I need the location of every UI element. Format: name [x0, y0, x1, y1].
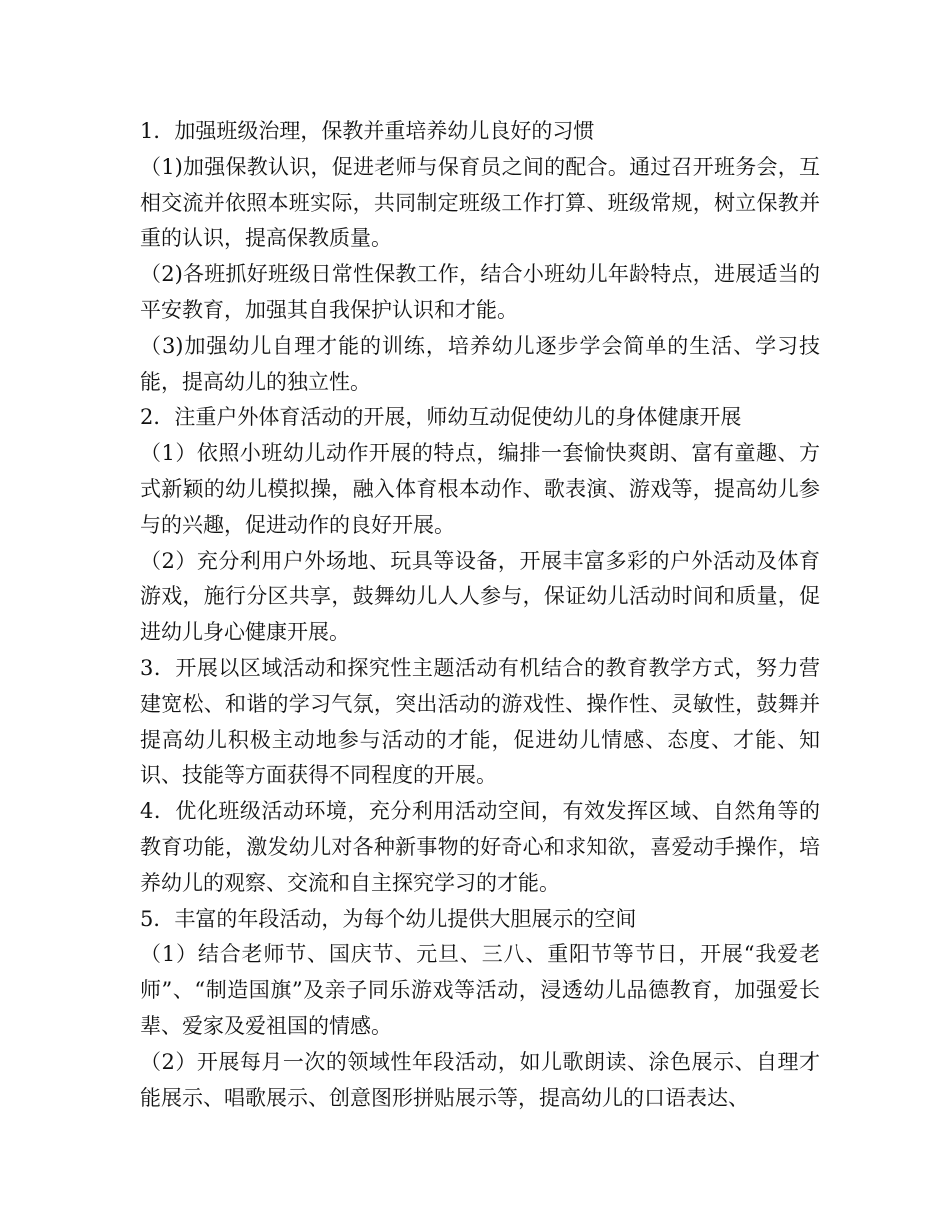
- paragraph-1-2: （2)各班抓好班级日常性保教工作，结合小班幼儿年龄特点，进展适当的平安教育，加强其自我保护认识和才能。: [140, 262, 820, 322]
- heading-5: 5．丰富的年段活动，为每个幼儿提供大胆展示的空间: [140, 906, 637, 931]
- paragraph-5-1: （1）结合老师节、国庆节、元旦、三八、重阳节等节日，开展“我爱老师”、“制造国旗”及亲子同乐游戏等活动，浸透幼儿品德教育，加强爱长辈、爱家及爱祖国的情感。: [140, 942, 820, 1038]
- heading-2: 2．注重户外体育活动的开展，师幼互动促使幼儿的身体健康开展: [140, 405, 742, 430]
- paragraph-2-2: （2）充分利用户外场地、玩具等设备，开展丰富多彩的户外活动及体育游戏，施行分区共享，鼓舞幼儿人人参与，保证幼儿活动时间和质量，促进幼儿身心健康开展。: [140, 548, 820, 645]
- paragraph-1-3: （3)加强幼儿自理才能的训练，培养幼儿逐步学会简单的生活、学习技能，提高幼儿的独立性。: [140, 333, 820, 394]
- paragraph-5-2: （2）开展每月一次的领域性年段活动，如儿歌朗读、涂色展示、自理才能展示、唱歌展示、创意图形拼贴展示等，提高幼儿的口语表达、: [140, 1049, 820, 1110]
- paragraph-4: 4．优化班级活动环境，充分利用活动空间，有效发挥区域、自然角等的教育功能，激发幼儿对各种新事物的好奇心和求知欲，喜爱动手操作，培养幼儿的观察、交流和自主探究学习的才能。: [140, 799, 820, 895]
- paragraph-2-1: （1）依照小班幼儿动作开展的特点，编排一套愉快爽朗、富有童趣、方式新颖的幼儿模拟操，融入体育根本动作、歌表演、游戏等，提高幼儿参与的兴趣，促进动作的良好开展。: [140, 441, 820, 537]
- document-body: [140, 114, 820, 1116]
- paragraph-3: 3．开展以区域活动和探究性主题活动有机结合的教育教学方式，努力营建宽松、和谐的学习气氛，突出活动的游戏性、操作性、灵敏性，鼓舞并提高幼儿积极主动地参与活动的才能，促进幼儿情感、态度、才能、知识、技能等方面获得不同程度的开展。: [140, 655, 820, 788]
- heading-1: 1．加强班级治理，保教并重培养幼儿良好的习惯: [140, 119, 595, 143]
- paragraph-1-1: （1)加强保教认识，促进老师与保育员之间的配合。通过召开班务会，互相交流并依照本班实际，共同制定班级工作打算、班级常规，树立保教并重的认识，提高保教质量。: [140, 154, 820, 251]
